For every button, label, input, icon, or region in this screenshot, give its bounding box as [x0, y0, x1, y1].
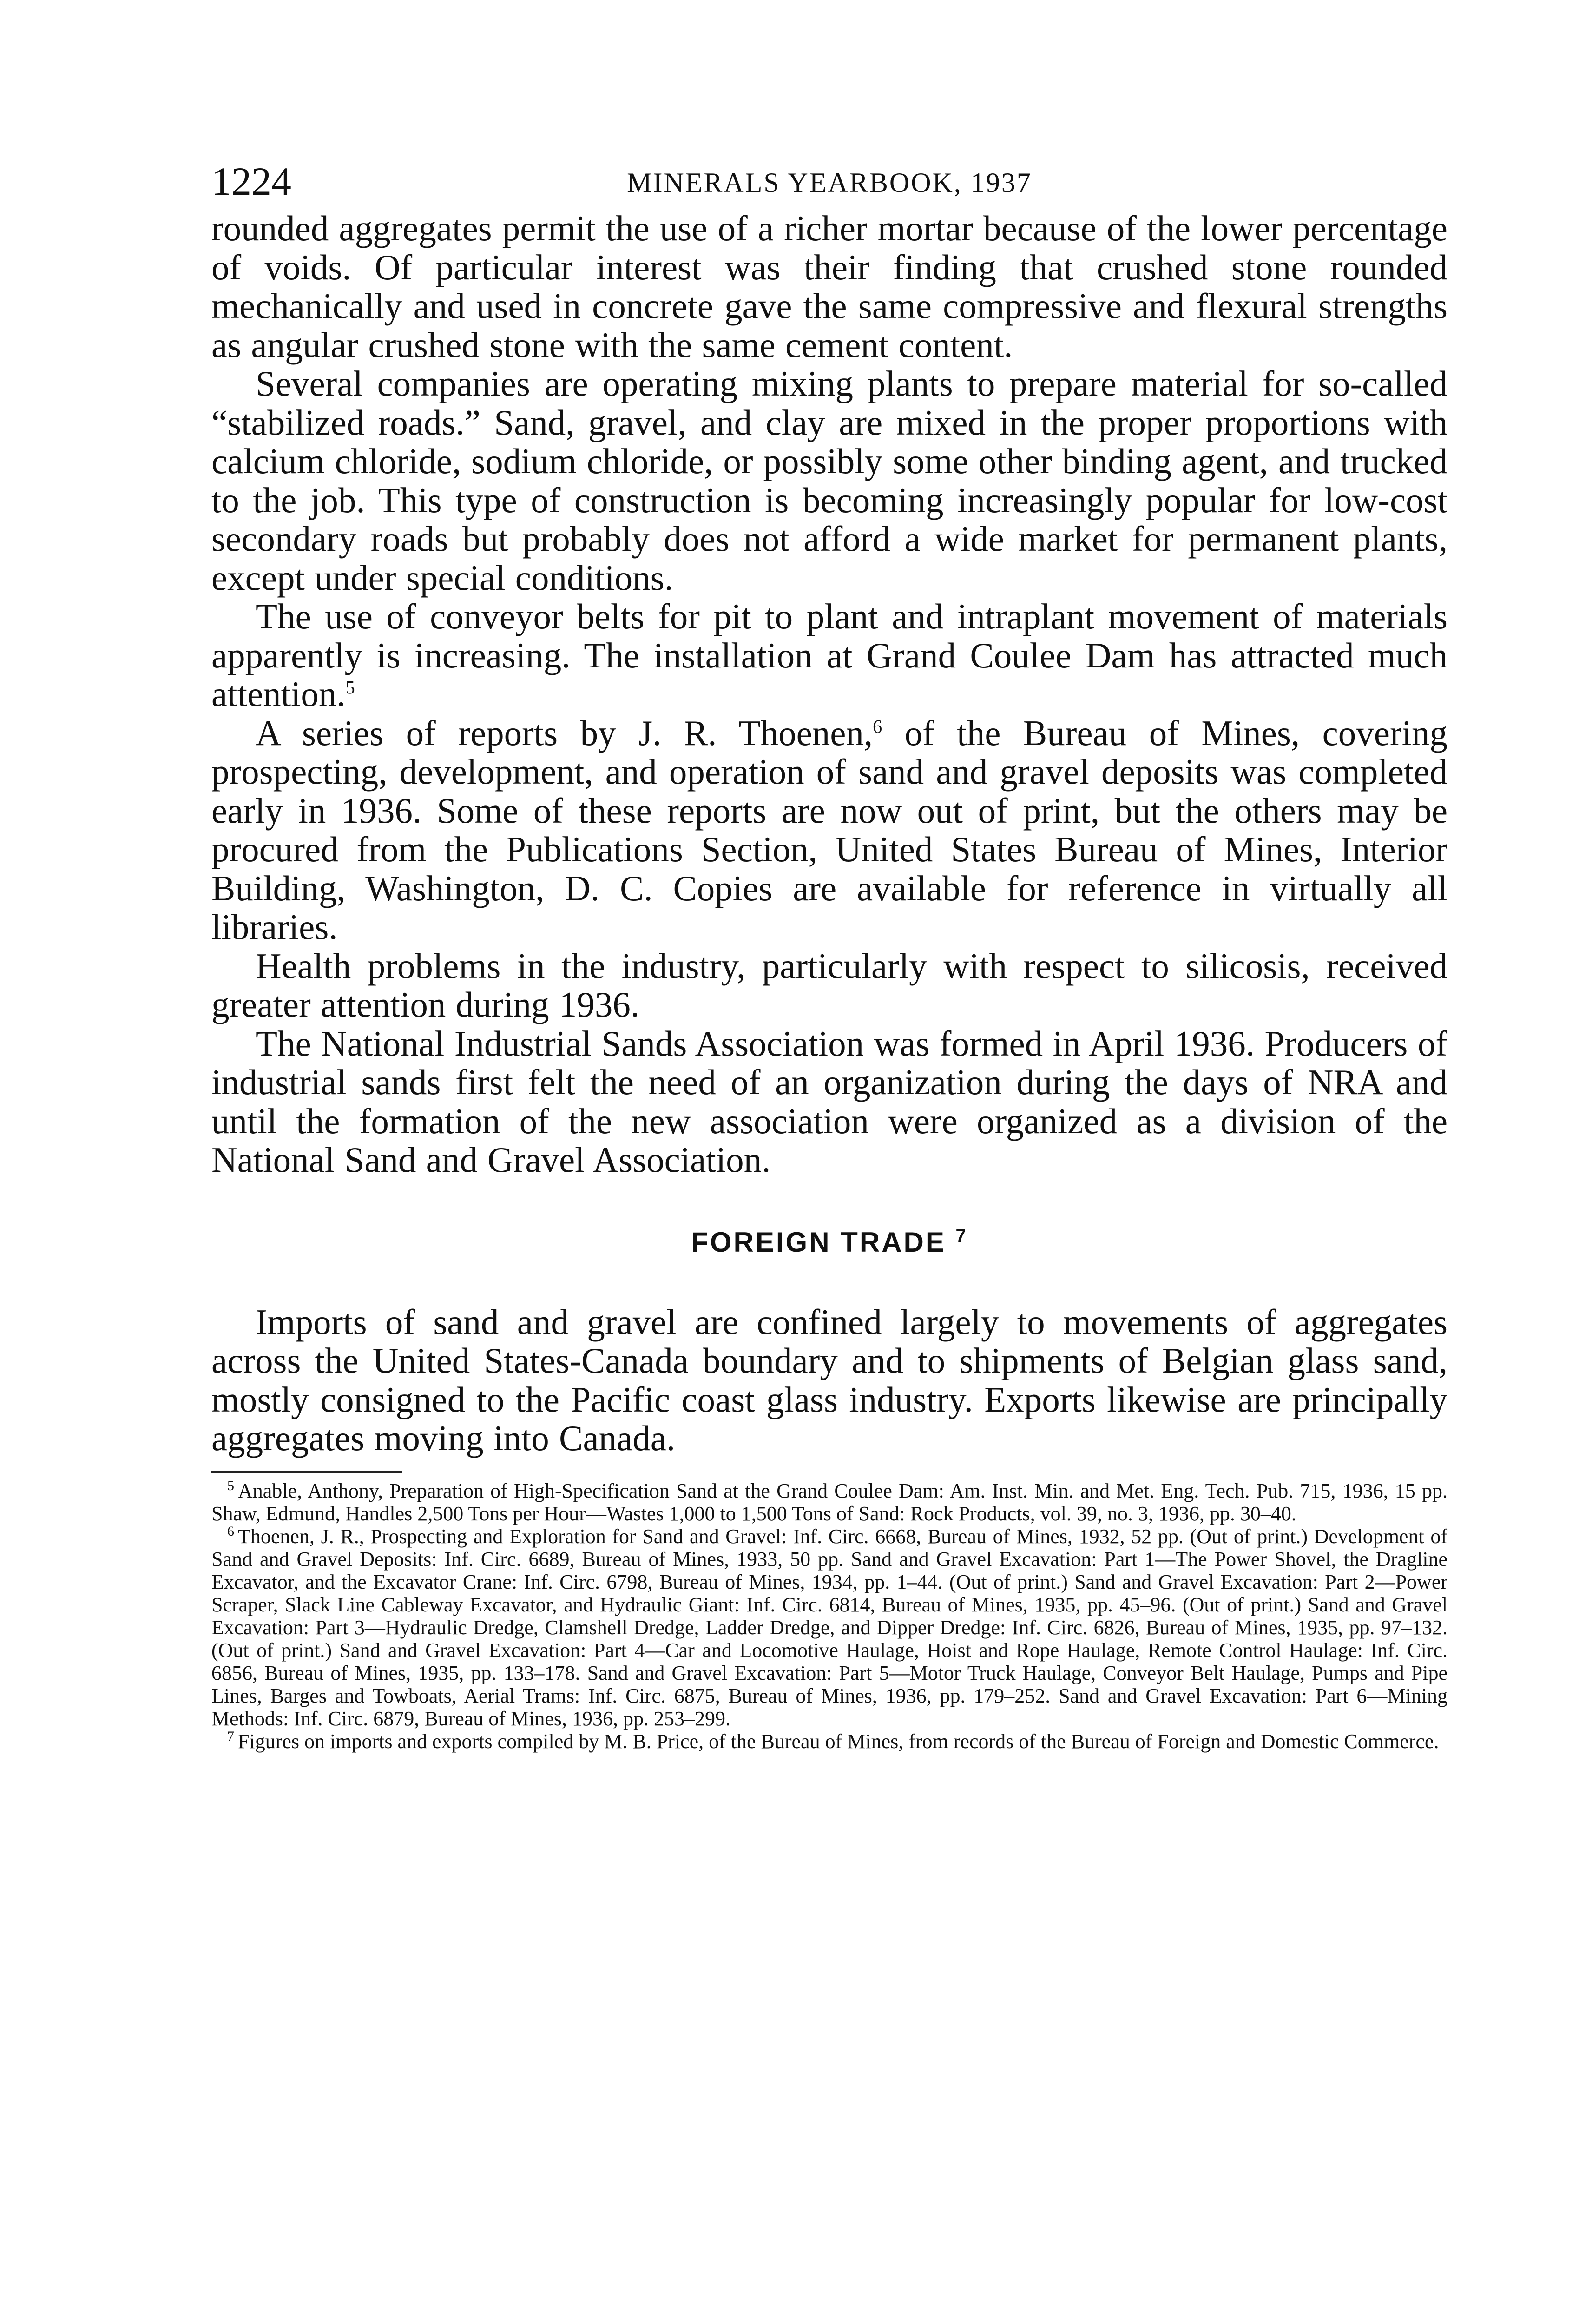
- paragraph: rounded aggregates permit the use of a richer mortar because of the lower percentage of voids. Of particular interest was their finding that crushed stone rounded mechanically and used in concrete gave the same compressive and flexural strengths as angular crushed stone with the same cement content.: [211, 208, 1447, 365]
- footnote-text: Thoenen, J. R., Prospecting and Exploration for Sand and Gravel: Inf. Circ. 6668, Bureau of Mines, 1932, 52 pp. (Out of print.) Development of Sand and Gravel Deposits: Inf. Circ. 6689, Bureau of Mines, 1933, 50 pp. Sand and Gravel Excavation: Part 1—The Power Shovel, the Dragline Excavator, and the Excavator Crane: Inf. Circ. 6798, Bureau of Mines, 1934, pp. 1–44. (Out of print.) Sand and Gravel Excavation: Part 2—Power Scraper, Slack Line Cableway Excavator, and Hydraulic Giant: Inf. Circ. 6814, Bureau of Mines, 1935, pp. 45–96. (Out of print.) Sand and Gravel Excavation: Part 3—Hydraulic Dredge, Clamshell Dredge, Ladder Dredge, and Dipper Dredge: Inf. Circ. 6826, Bureau of Mines, 1935, pp. 97–132. (Out of print.) Sand and Gravel Excavation: Part 4—Car and Locomotive Haulage, Hoist and Rope Haulage, Remote Control Haulage: Inf. Circ. 6856, Bureau of Mines, 1935, pp. 133–178. Sand and Gravel Excavation: Part 5—Motor Truck Haulage, Conveyor Belt Haulage, Pumps and Pipe Lines, Barges and Towboats, Aerial Trams: Inf. Circ. 6875, Bureau of Mines, 1936, pp. 179–252. Sand and Gravel Excavation: Part 6—Mining Methods: Inf. Circ. 6879, Bureau of Mines, 1936, pp. 253–299.: [211, 1525, 1447, 1730]
- footnote-text: Anable, Anthony, Preparation of High-Specification Sand at the Grand Coulee Dam: Am. Inst. Min. and Met. Eng. Tech. Pub. 715, 1936, 15 pp. Shaw, Edmund, Handles 2,500 Tons per Hour—Wastes 1,000 to 1,500 Tons of Sand: Rock Products, vol. 39, no. 3, 1936, pp. 30–40.: [211, 1479, 1447, 1525]
- paragraph: Health problems in the industry, particularly with respect to silicosis, received greater attention during 1936.: [211, 945, 1447, 1024]
- footnote: [211, 1479, 1447, 1525]
- footnote-reference: 7: [955, 1225, 968, 1246]
- paragraph: Several companies are operating mixing plants to prepare material for so-called “stabilized roads.” Sand, gravel, and clay are mixed in the proper proportions with calcium chloride, sodium chloride, or possibly some other binding agent, and trucked to the job. This type of construction is becoming increasingly popular for low-cost secondary roads but probably does not afford a wide market for permanent plants, except under special conditions.: [211, 363, 1447, 598]
- body-text: [211, 209, 1447, 1458]
- section-heading: [211, 1224, 1447, 1261]
- footnote-marker: 5: [227, 1478, 234, 1493]
- paragraph: [211, 714, 1447, 947]
- footnotes: [211, 1479, 1447, 1753]
- paragraph-text: A series of reports by J. R. Thoenen,: [256, 713, 873, 753]
- section-heading-text: FOREIGN TRADE: [691, 1226, 946, 1258]
- paragraph: [211, 597, 1447, 714]
- footnote: [211, 1525, 1447, 1730]
- running-title: MINERALS YEARBOOK, 1937: [627, 167, 1032, 198]
- footnote-text: Figures on imports and exports compiled by M. B. Price, of the Bureau of Mines, from records of the Bureau of Foreign and Domestic Commerce.: [238, 1730, 1439, 1753]
- footnote-marker: 6: [227, 1523, 234, 1539]
- paragraph: The National Industrial Sands Association was formed in April 1936. Producers of industrial sands first felt the need of an organization during the days of NRA and until the formation of the new association were organized as a division of the National Sand and Gravel Association.: [211, 1023, 1447, 1180]
- paragraph: Imports of sand and gravel are confined largely to movements of aggregates across the United States-Canada boundary and to shipments of Belgian glass sand, mostly consigned to the Pacific coast glass industry. Exports likewise are principally aggregates moving into Canada.: [211, 1301, 1447, 1458]
- page-header: [211, 158, 1447, 209]
- footnote-divider: [211, 1471, 402, 1473]
- footnote: [211, 1730, 1447, 1753]
- document-page: [211, 158, 1447, 1753]
- footnote-reference: 5: [345, 677, 355, 698]
- footnote-reference: 6: [873, 715, 882, 737]
- footnote-marker: 7: [227, 1728, 234, 1744]
- paragraph-text: The use of conveyor belts for pit to plant and intraplant movement of materials apparently is increasing. The installation at Grand Coulee Dam has attracted much attention.: [211, 596, 1447, 714]
- page-number: 1224: [211, 159, 291, 204]
- paragraph-text: of the Bureau of Mines, covering prospecting, development, and operation of sand and gravel deposits was completed early in 1936. Some of these reports are now out of print, but the others may be procured from the Publications Section, United States Bureau of Mines, Interior Building, Washington, D. C. Copies are available for reference in virtually all libraries.: [211, 713, 1447, 947]
